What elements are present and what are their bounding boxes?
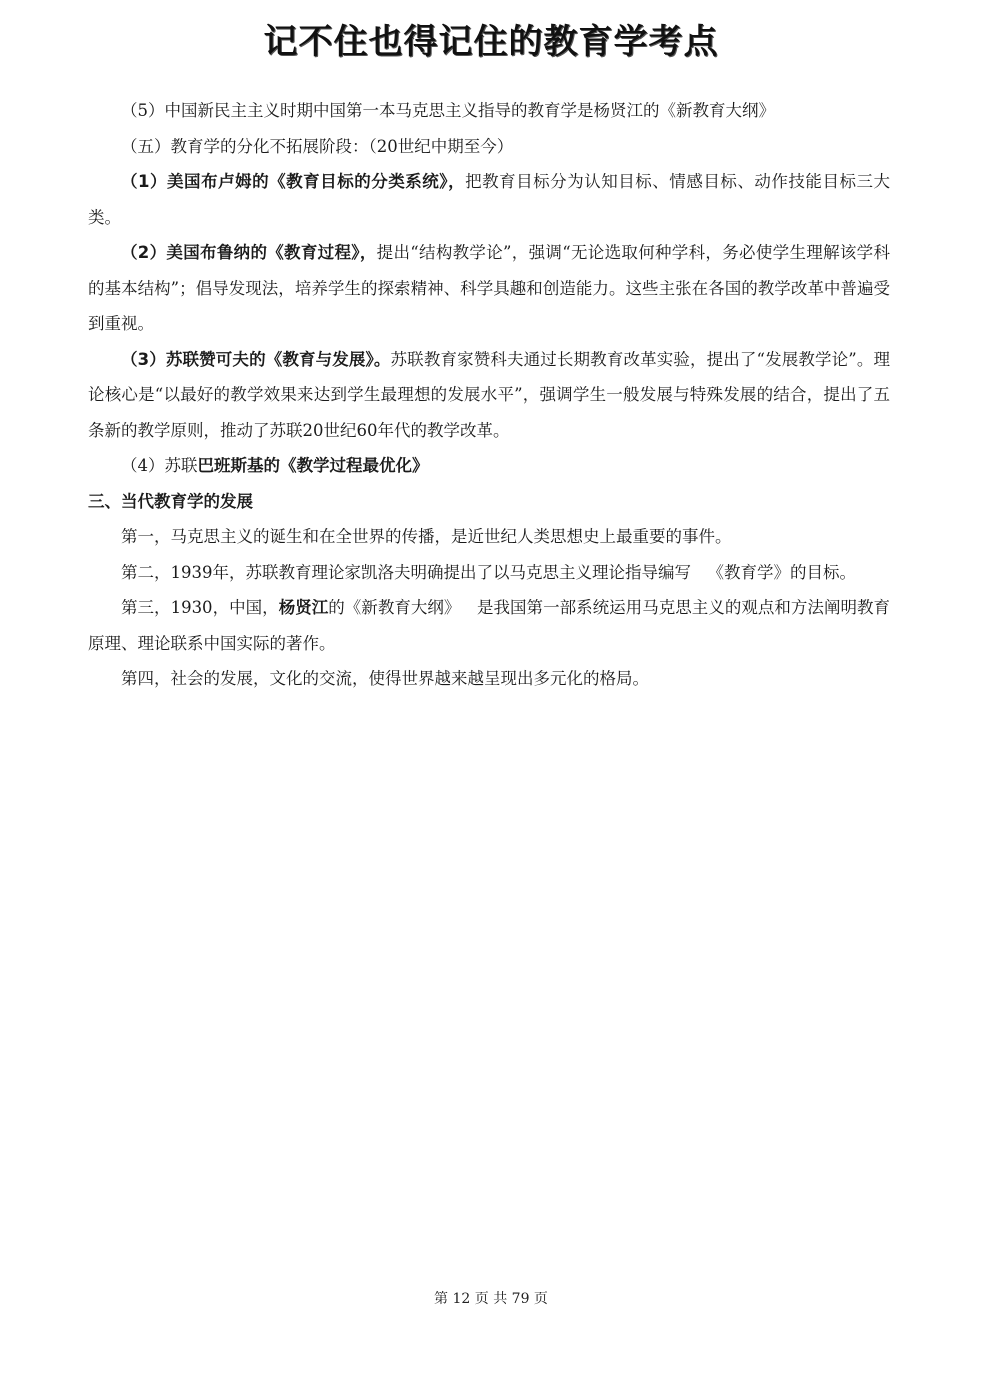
paragraph-stage-five: （五）教育学的分化不拓展阶段：（20世纪中期至今） xyxy=(121,136,514,156)
document-body xyxy=(88,93,890,697)
second-text-b: 《教育学》的目标。 xyxy=(707,562,856,582)
bruner-title: （2）美国布鲁纳的《教育过程》， xyxy=(121,243,377,262)
paragraph-zankov xyxy=(88,342,890,449)
section-heading: 三、当代教育学的发展 xyxy=(88,491,253,511)
third-text-b: 的《新教育大纲》 xyxy=(328,598,461,617)
bloom-title: （1）美国布卢姆的《教育目标的分类系统》， xyxy=(121,172,466,191)
paragraph-bloom xyxy=(88,164,890,235)
paragraph-second xyxy=(88,555,890,591)
paragraph-first: 第一，马克思主义的诞生和在全世界的传播，是近世纪人类思想史上最重要的事件。 xyxy=(121,527,732,546)
paragraph-yang-xianjiang-note: （5）中国新民主主义时期中国第一本马克思主义指导的教育学是杨贤江的《新教育大纲》 xyxy=(121,101,775,120)
paragraph-fourth: 第四，社会的发展，文化的交流，使得世界越来越呈现出多元化的格局。 xyxy=(121,669,649,688)
third-text-c: 是我国第一部系统运用马克思主义的观点和方法阐明教育原理、理论联系中国实际的著作。 xyxy=(88,598,891,653)
bloom-text: 把教育目标分为认知目标、情感目标、动作技能目标三大类。 xyxy=(88,172,891,227)
third-text-a: 第三，1930，中国， xyxy=(121,598,279,617)
page-title: 记不住也得记住的教育学考点 xyxy=(263,22,719,62)
zankov-title: （3）苏联赞可夫的《教育与发展》。 xyxy=(121,349,391,369)
second-text-a: 第二，1939年，苏联教育理论家凯洛夫明确提出了以马克思主义理论指导编写 xyxy=(121,562,691,582)
bruner-text: 提出“结构教学论”，强调“无论选取何种学科，务必使学生理解该学科的基本结构”；倡导发现法，培养学生的探索精神、科学具趣和创造能力。这些主张在各国的教学改革中普遍受到重视。 xyxy=(88,243,890,333)
page-footer: 第 12 页 共 79 页 xyxy=(434,1291,548,1307)
paragraph-bruner xyxy=(88,235,890,342)
paragraph-babansky xyxy=(88,448,890,484)
third-name-bold: 杨贤江 xyxy=(278,598,329,617)
zankov-text: 苏联教育家赞科夫通过长期教育改革实验，提出了“发展教学论”。理论核心是“以最好的教学效果来达到学生最理想的发展水平”，强调学生一般发展与特殊发展的结合，提出了五条新的教学原则，推动了苏联20世纪60年代的教学改革。 xyxy=(88,349,890,440)
babansky-title: 巴班斯基的《教学过程最优化》 xyxy=(197,456,429,475)
paragraph-third xyxy=(88,590,890,661)
babansky-prefix: （4）苏联 xyxy=(121,456,198,475)
